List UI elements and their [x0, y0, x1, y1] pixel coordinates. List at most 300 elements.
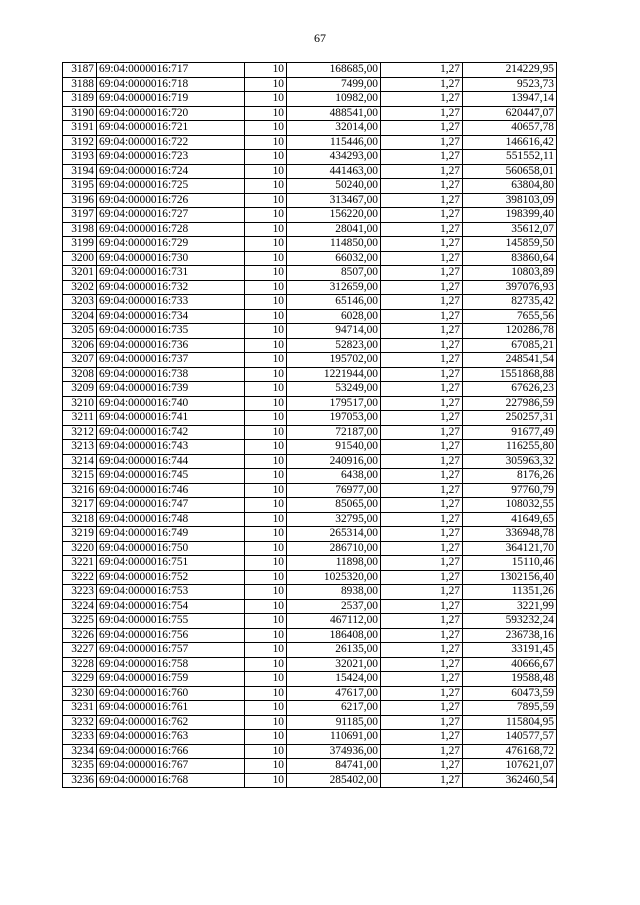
row-number-cell: 3236 — [63, 773, 97, 788]
result-value-cell: 145859,50 — [463, 237, 557, 252]
cadastral-number-cell: 69:04:0000016:739 — [97, 382, 245, 397]
category-code-cell: 10 — [245, 237, 287, 252]
category-code-cell: 10 — [245, 556, 287, 571]
cadastral-number-cell: 69:04:0000016:727 — [97, 208, 245, 223]
table-row — [63, 730, 557, 745]
row-number-cell: 3213 — [63, 440, 97, 455]
table-row — [63, 411, 557, 426]
coefficient-cell: 1,27 — [381, 367, 463, 382]
category-code-cell: 10 — [245, 498, 287, 513]
base-value-cell: 488541,00 — [287, 106, 381, 121]
category-code-cell: 10 — [245, 411, 287, 426]
row-number-cell: 3206 — [63, 338, 97, 353]
result-value-cell: 198399,40 — [463, 208, 557, 223]
coefficient-cell: 1,27 — [381, 106, 463, 121]
category-code-cell: 10 — [245, 744, 287, 759]
cadastral-number-cell: 69:04:0000016:724 — [97, 164, 245, 179]
result-value-cell: 33191,45 — [463, 643, 557, 658]
data-table — [62, 62, 557, 788]
table-row — [63, 643, 557, 658]
base-value-cell: 11898,00 — [287, 556, 381, 571]
result-value-cell: 11351,26 — [463, 585, 557, 600]
table-row — [63, 628, 557, 643]
base-value-cell: 94714,00 — [287, 324, 381, 339]
result-value-cell: 82735,42 — [463, 295, 557, 310]
cadastral-number-cell: 69:04:0000016:734 — [97, 309, 245, 324]
result-value-cell: 336948,78 — [463, 527, 557, 542]
coefficient-cell: 1,27 — [381, 686, 463, 701]
category-code-cell: 10 — [245, 396, 287, 411]
result-value-cell: 250257,31 — [463, 411, 557, 426]
table-row — [63, 498, 557, 513]
base-value-cell: 32021,00 — [287, 657, 381, 672]
cadastral-number-cell: 69:04:0000016:752 — [97, 570, 245, 585]
result-value-cell: 97760,79 — [463, 483, 557, 498]
table-row — [63, 425, 557, 440]
coefficient-cell: 1,27 — [381, 643, 463, 658]
cadastral-number-cell: 69:04:0000016:718 — [97, 77, 245, 92]
base-value-cell: 240916,00 — [287, 454, 381, 469]
coefficient-cell: 1,27 — [381, 585, 463, 600]
cadastral-number-cell: 69:04:0000016:742 — [97, 425, 245, 440]
category-code-cell: 10 — [245, 759, 287, 774]
coefficient-cell: 1,27 — [381, 759, 463, 774]
table-row — [63, 338, 557, 353]
coefficient-cell: 1,27 — [381, 63, 463, 78]
cadastral-number-cell: 69:04:0000016:737 — [97, 353, 245, 368]
coefficient-cell: 1,27 — [381, 701, 463, 716]
table-row — [63, 193, 557, 208]
cadastral-number-cell: 69:04:0000016:758 — [97, 657, 245, 672]
base-value-cell: 374936,00 — [287, 744, 381, 759]
page-number: 67 — [314, 31, 326, 45]
table-row — [63, 556, 557, 571]
row-number-cell: 3224 — [63, 599, 97, 614]
coefficient-cell: 1,27 — [381, 628, 463, 643]
table-row — [63, 657, 557, 672]
category-code-cell: 10 — [245, 295, 287, 310]
table-row — [63, 208, 557, 223]
row-number-cell: 3215 — [63, 469, 97, 484]
result-value-cell: 214229,95 — [463, 63, 557, 78]
category-code-cell: 10 — [245, 599, 287, 614]
base-value-cell: 7499,00 — [287, 77, 381, 92]
cadastral-number-cell: 69:04:0000016:748 — [97, 512, 245, 527]
cadastral-number-cell: 69:04:0000016:733 — [97, 295, 245, 310]
result-value-cell: 620447,07 — [463, 106, 557, 121]
base-value-cell: 32014,00 — [287, 121, 381, 136]
table-row — [63, 237, 557, 252]
result-value-cell: 398103,09 — [463, 193, 557, 208]
row-number-cell: 3196 — [63, 193, 97, 208]
base-value-cell: 197053,00 — [287, 411, 381, 426]
category-code-cell: 10 — [245, 222, 287, 237]
coefficient-cell: 1,27 — [381, 92, 463, 107]
result-value-cell: 63804,80 — [463, 179, 557, 194]
cadastral-number-cell: 69:04:0000016:735 — [97, 324, 245, 339]
coefficient-cell: 1,27 — [381, 77, 463, 92]
row-number-cell: 3203 — [63, 295, 97, 310]
category-code-cell: 10 — [245, 164, 287, 179]
row-number-cell: 3220 — [63, 541, 97, 556]
category-code-cell: 10 — [245, 686, 287, 701]
row-number-cell: 3229 — [63, 672, 97, 687]
base-value-cell: 313467,00 — [287, 193, 381, 208]
table-row — [63, 92, 557, 107]
table-row — [63, 744, 557, 759]
result-value-cell: 91677,49 — [463, 425, 557, 440]
result-value-cell: 115804,95 — [463, 715, 557, 730]
base-value-cell: 2537,00 — [287, 599, 381, 614]
coefficient-cell: 1,27 — [381, 556, 463, 571]
base-value-cell: 10982,00 — [287, 92, 381, 107]
coefficient-cell: 1,27 — [381, 483, 463, 498]
cadastral-number-cell: 69:04:0000016:757 — [97, 643, 245, 658]
base-value-cell: 72187,00 — [287, 425, 381, 440]
table-row — [63, 135, 557, 150]
table-row — [63, 280, 557, 295]
base-value-cell: 8938,00 — [287, 585, 381, 600]
base-value-cell: 91540,00 — [287, 440, 381, 455]
row-number-cell: 3235 — [63, 759, 97, 774]
base-value-cell: 52823,00 — [287, 338, 381, 353]
coefficient-cell: 1,27 — [381, 324, 463, 339]
row-number-cell: 3226 — [63, 628, 97, 643]
cadastral-number-cell: 69:04:0000016:720 — [97, 106, 245, 121]
row-number-cell: 3198 — [63, 222, 97, 237]
base-value-cell: 53249,00 — [287, 382, 381, 397]
result-value-cell: 35612,07 — [463, 222, 557, 237]
cadastral-number-cell: 69:04:0000016:726 — [97, 193, 245, 208]
base-value-cell: 1221944,00 — [287, 367, 381, 382]
result-value-cell: 15110,46 — [463, 556, 557, 571]
category-code-cell: 10 — [245, 266, 287, 281]
result-value-cell: 116255,80 — [463, 440, 557, 455]
coefficient-cell: 1,27 — [381, 164, 463, 179]
row-number-cell: 3191 — [63, 121, 97, 136]
category-code-cell: 10 — [245, 92, 287, 107]
category-code-cell: 10 — [245, 730, 287, 745]
cadastral-number-cell: 69:04:0000016:761 — [97, 701, 245, 716]
coefficient-cell: 1,27 — [381, 338, 463, 353]
category-code-cell: 10 — [245, 628, 287, 643]
result-value-cell: 40657,78 — [463, 121, 557, 136]
table-row — [63, 614, 557, 629]
table-row — [63, 773, 557, 788]
category-code-cell: 10 — [245, 251, 287, 266]
result-value-cell: 107621,07 — [463, 759, 557, 774]
base-value-cell: 6028,00 — [287, 309, 381, 324]
cadastral-number-cell: 69:04:0000016:751 — [97, 556, 245, 571]
table-row — [63, 759, 557, 774]
table-row — [63, 266, 557, 281]
table-row — [63, 77, 557, 92]
result-value-cell: 1302156,40 — [463, 570, 557, 585]
coefficient-cell: 1,27 — [381, 353, 463, 368]
base-value-cell: 168685,00 — [287, 63, 381, 78]
row-number-cell: 3222 — [63, 570, 97, 585]
coefficient-cell: 1,27 — [381, 251, 463, 266]
category-code-cell: 10 — [245, 367, 287, 382]
base-value-cell: 6438,00 — [287, 469, 381, 484]
category-code-cell: 10 — [245, 570, 287, 585]
result-value-cell: 1551868,88 — [463, 367, 557, 382]
row-number-cell: 3214 — [63, 454, 97, 469]
base-value-cell: 115446,00 — [287, 135, 381, 150]
result-value-cell: 83860,64 — [463, 251, 557, 266]
coefficient-cell: 1,27 — [381, 498, 463, 513]
category-code-cell: 10 — [245, 150, 287, 165]
result-value-cell: 41649,65 — [463, 512, 557, 527]
table-row — [63, 527, 557, 542]
cadastral-number-cell: 69:04:0000016:755 — [97, 614, 245, 629]
cadastral-number-cell: 69:04:0000016:762 — [97, 715, 245, 730]
table-row — [63, 483, 557, 498]
row-number-cell: 3231 — [63, 701, 97, 716]
row-number-cell: 3225 — [63, 614, 97, 629]
row-number-cell: 3223 — [63, 585, 97, 600]
cadastral-number-cell: 69:04:0000016:719 — [97, 92, 245, 107]
base-value-cell: 65146,00 — [287, 295, 381, 310]
cadastral-number-cell: 69:04:0000016:747 — [97, 498, 245, 513]
cadastral-number-cell: 69:04:0000016:763 — [97, 730, 245, 745]
cadastral-number-cell: 69:04:0000016:736 — [97, 338, 245, 353]
base-value-cell: 84741,00 — [287, 759, 381, 774]
base-value-cell: 265314,00 — [287, 527, 381, 542]
table-row — [63, 599, 557, 614]
cadastral-number-cell: 69:04:0000016:759 — [97, 672, 245, 687]
result-value-cell: 108032,55 — [463, 498, 557, 513]
base-value-cell: 179517,00 — [287, 396, 381, 411]
row-number-cell: 3210 — [63, 396, 97, 411]
base-value-cell: 32795,00 — [287, 512, 381, 527]
coefficient-cell: 1,27 — [381, 527, 463, 542]
base-value-cell: 110691,00 — [287, 730, 381, 745]
table-row — [63, 150, 557, 165]
coefficient-cell: 1,27 — [381, 469, 463, 484]
category-code-cell: 10 — [245, 483, 287, 498]
coefficient-cell: 1,27 — [381, 512, 463, 527]
result-value-cell: 67626,23 — [463, 382, 557, 397]
cadastral-number-cell: 69:04:0000016:722 — [97, 135, 245, 150]
result-value-cell: 3221,99 — [463, 599, 557, 614]
category-code-cell: 10 — [245, 77, 287, 92]
base-value-cell: 467112,00 — [287, 614, 381, 629]
cadastral-number-cell: 69:04:0000016:728 — [97, 222, 245, 237]
table-body — [63, 63, 557, 788]
result-value-cell: 364121,70 — [463, 541, 557, 556]
category-code-cell: 10 — [245, 338, 287, 353]
coefficient-cell: 1,27 — [381, 425, 463, 440]
category-code-cell: 10 — [245, 585, 287, 600]
base-value-cell: 47617,00 — [287, 686, 381, 701]
cadastral-number-cell: 69:04:0000016:721 — [97, 121, 245, 136]
cadastral-number-cell: 69:04:0000016:740 — [97, 396, 245, 411]
cadastral-number-cell: 69:04:0000016:744 — [97, 454, 245, 469]
category-code-cell: 10 — [245, 106, 287, 121]
result-value-cell: 7655,56 — [463, 309, 557, 324]
table-row — [63, 222, 557, 237]
cadastral-number-cell: 69:04:0000016:756 — [97, 628, 245, 643]
category-code-cell: 10 — [245, 614, 287, 629]
cadastral-number-cell: 69:04:0000016:725 — [97, 179, 245, 194]
coefficient-cell: 1,27 — [381, 440, 463, 455]
category-code-cell: 10 — [245, 63, 287, 78]
row-number-cell: 3188 — [63, 77, 97, 92]
result-value-cell: 236738,16 — [463, 628, 557, 643]
table-row — [63, 440, 557, 455]
coefficient-cell: 1,27 — [381, 150, 463, 165]
result-value-cell: 227986,59 — [463, 396, 557, 411]
table-row — [63, 324, 557, 339]
coefficient-cell: 1,27 — [381, 208, 463, 223]
result-value-cell: 146616,42 — [463, 135, 557, 150]
result-value-cell: 120286,78 — [463, 324, 557, 339]
cadastral-number-cell: 69:04:0000016:754 — [97, 599, 245, 614]
base-value-cell: 434293,00 — [287, 150, 381, 165]
result-value-cell: 10803,89 — [463, 266, 557, 281]
row-number-cell: 3195 — [63, 179, 97, 194]
table-row — [63, 251, 557, 266]
category-code-cell: 10 — [245, 179, 287, 194]
row-number-cell: 3227 — [63, 643, 97, 658]
coefficient-cell: 1,27 — [381, 309, 463, 324]
table-row — [63, 121, 557, 136]
row-number-cell: 3202 — [63, 280, 97, 295]
row-number-cell: 3212 — [63, 425, 97, 440]
category-code-cell: 10 — [245, 672, 287, 687]
coefficient-cell: 1,27 — [381, 773, 463, 788]
base-value-cell: 1025320,00 — [287, 570, 381, 585]
result-value-cell: 593232,24 — [463, 614, 557, 629]
coefficient-cell: 1,27 — [381, 193, 463, 208]
category-code-cell: 10 — [245, 382, 287, 397]
table-row — [63, 353, 557, 368]
row-number-cell: 3193 — [63, 150, 97, 165]
row-number-cell: 3207 — [63, 353, 97, 368]
row-number-cell: 3204 — [63, 309, 97, 324]
table-row — [63, 701, 557, 716]
category-code-cell: 10 — [245, 541, 287, 556]
base-value-cell: 50240,00 — [287, 179, 381, 194]
coefficient-cell: 1,27 — [381, 599, 463, 614]
base-value-cell: 312659,00 — [287, 280, 381, 295]
result-value-cell: 397076,93 — [463, 280, 557, 295]
base-value-cell: 441463,00 — [287, 164, 381, 179]
row-number-cell: 3194 — [63, 164, 97, 179]
result-value-cell: 476168,72 — [463, 744, 557, 759]
result-value-cell: 67085,21 — [463, 338, 557, 353]
category-code-cell: 10 — [245, 512, 287, 527]
result-value-cell: 560658,01 — [463, 164, 557, 179]
result-value-cell: 7895,59 — [463, 701, 557, 716]
cadastral-number-cell: 69:04:0000016:741 — [97, 411, 245, 426]
row-number-cell: 3201 — [63, 266, 97, 281]
table-row — [63, 686, 557, 701]
base-value-cell: 15424,00 — [287, 672, 381, 687]
result-value-cell: 13947,14 — [463, 92, 557, 107]
row-number-cell: 3232 — [63, 715, 97, 730]
row-number-cell: 3234 — [63, 744, 97, 759]
row-number-cell: 3211 — [63, 411, 97, 426]
coefficient-cell: 1,27 — [381, 396, 463, 411]
row-number-cell: 3189 — [63, 92, 97, 107]
category-code-cell: 10 — [245, 701, 287, 716]
base-value-cell: 195702,00 — [287, 353, 381, 368]
row-number-cell: 3230 — [63, 686, 97, 701]
table-row — [63, 63, 557, 78]
table-row — [63, 715, 557, 730]
table-row — [63, 512, 557, 527]
category-code-cell: 10 — [245, 773, 287, 788]
row-number-cell: 3219 — [63, 527, 97, 542]
coefficient-cell: 1,27 — [381, 266, 463, 281]
table-row — [63, 309, 557, 324]
table-row — [63, 585, 557, 600]
result-value-cell: 9523,73 — [463, 77, 557, 92]
coefficient-cell: 1,27 — [381, 715, 463, 730]
table-row — [63, 382, 557, 397]
coefficient-cell: 1,27 — [381, 657, 463, 672]
row-number-cell: 3218 — [63, 512, 97, 527]
category-code-cell: 10 — [245, 440, 287, 455]
row-number-cell: 3187 — [63, 63, 97, 78]
cadastral-number-cell: 69:04:0000016:767 — [97, 759, 245, 774]
result-value-cell: 551552,11 — [463, 150, 557, 165]
coefficient-cell: 1,27 — [381, 744, 463, 759]
coefficient-cell: 1,27 — [381, 295, 463, 310]
category-code-cell: 10 — [245, 309, 287, 324]
coefficient-cell: 1,27 — [381, 730, 463, 745]
category-code-cell: 10 — [245, 324, 287, 339]
coefficient-cell: 1,27 — [381, 382, 463, 397]
table-row — [63, 179, 557, 194]
category-code-cell: 10 — [245, 353, 287, 368]
coefficient-cell: 1,27 — [381, 454, 463, 469]
coefficient-cell: 1,27 — [381, 672, 463, 687]
cadastral-number-cell: 69:04:0000016:731 — [97, 266, 245, 281]
base-value-cell: 8507,00 — [287, 266, 381, 281]
category-code-cell: 10 — [245, 208, 287, 223]
cadastral-number-cell: 69:04:0000016:749 — [97, 527, 245, 542]
cadastral-number-cell: 69:04:0000016:743 — [97, 440, 245, 455]
base-value-cell: 85065,00 — [287, 498, 381, 513]
base-value-cell: 114850,00 — [287, 237, 381, 252]
result-value-cell: 8176,26 — [463, 469, 557, 484]
base-value-cell: 28041,00 — [287, 222, 381, 237]
coefficient-cell: 1,27 — [381, 121, 463, 136]
row-number-cell: 3216 — [63, 483, 97, 498]
coefficient-cell: 1,27 — [381, 179, 463, 194]
coefficient-cell: 1,27 — [381, 541, 463, 556]
cadastral-number-cell: 69:04:0000016:750 — [97, 541, 245, 556]
table-row — [63, 541, 557, 556]
base-value-cell: 66032,00 — [287, 251, 381, 266]
coefficient-cell: 1,27 — [381, 237, 463, 252]
row-number-cell: 3233 — [63, 730, 97, 745]
category-code-cell: 10 — [245, 643, 287, 658]
base-value-cell: 6217,00 — [287, 701, 381, 716]
category-code-cell: 10 — [245, 527, 287, 542]
result-value-cell: 40666,67 — [463, 657, 557, 672]
row-number-cell: 3200 — [63, 251, 97, 266]
category-code-cell: 10 — [245, 469, 287, 484]
category-code-cell: 10 — [245, 715, 287, 730]
table-row — [63, 367, 557, 382]
category-code-cell: 10 — [245, 425, 287, 440]
category-code-cell: 10 — [245, 121, 287, 136]
row-number-cell: 3190 — [63, 106, 97, 121]
